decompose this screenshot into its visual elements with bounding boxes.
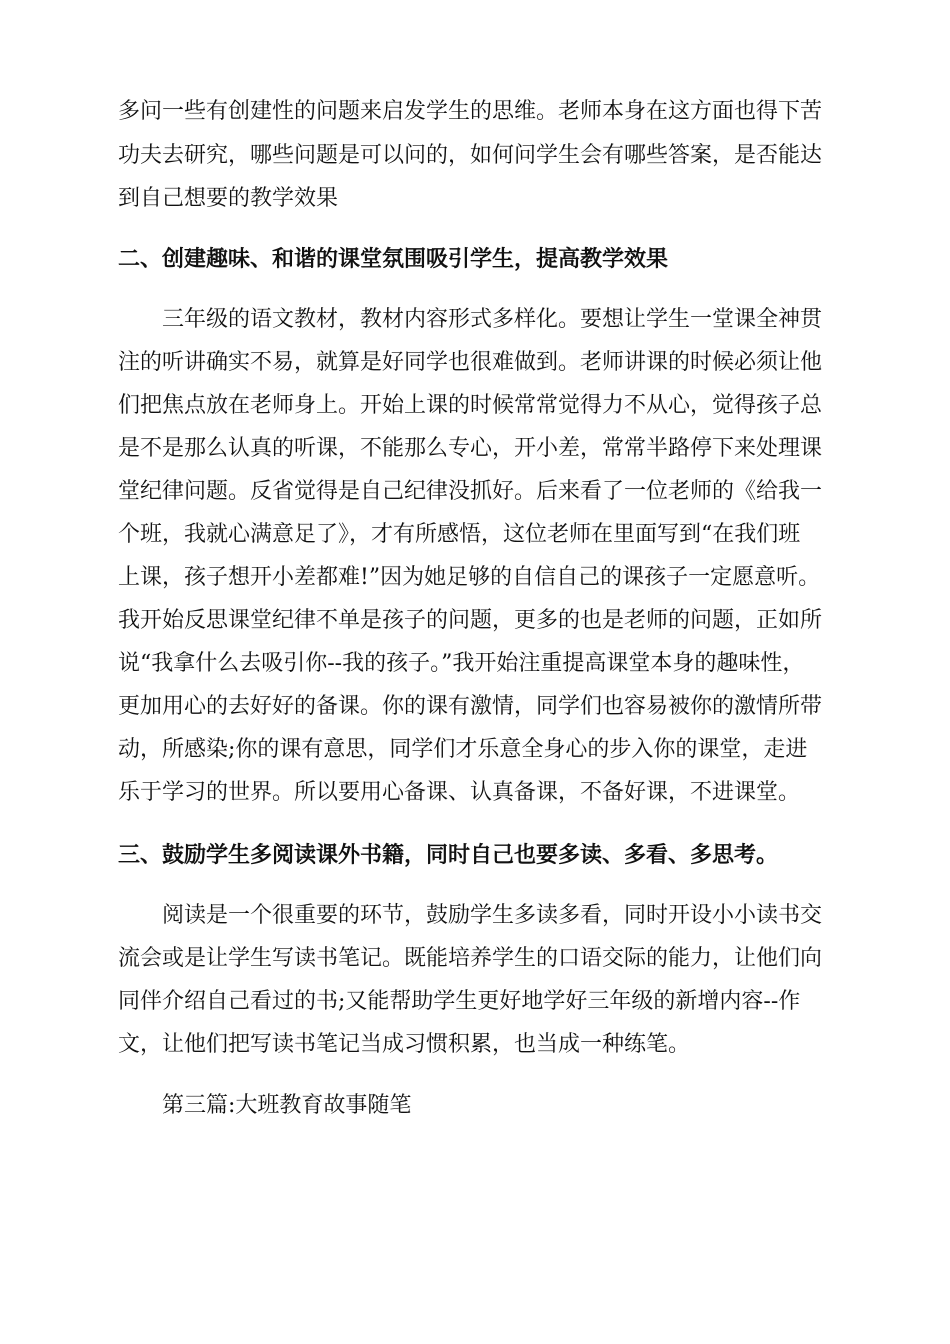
paragraph-line: 堂纪律问题。反省觉得是自己纪律没抓好。后来看了一位老师的《给我一 [118, 479, 823, 504]
paragraph-line: 到自己想要的教学效果 [118, 186, 339, 211]
paragraph-line: 流会或是让学生写读书笔记。既能培养学生的口语交际的能力，让他们向 [118, 946, 823, 971]
section-heading: 二、创建趣味、和谐的课堂氛围吸引学生，提高教学效果 [118, 246, 669, 272]
paragraph-line: 个班，我就心满意足了》，才有所感悟，这位老师在里面写到“在我们班 [118, 522, 801, 547]
paragraph-line: 我开始反思课堂纪律不单是孩子的问题，更多的也是老师的问题，正如所 [118, 608, 823, 633]
paragraph-line: 乐于学习的世界。所以要用心备课、认真备课，不备好课，不进课堂。 [118, 780, 801, 805]
paragraph-line: 是不是那么认真的听课，不能那么专心，开小差，常常半路停下来处理课 [118, 436, 823, 461]
paragraph-line: 多问一些有创建性的问题来启发学生的思维。老师本身在这方面也得下苦 [118, 99, 823, 124]
section-heading: 三、鼓励学生多阅读课外书籍，同时自己也要多读、多看、多思考。 [118, 842, 779, 868]
paragraph-line: 注的听讲确实不易，就算是好同学也很难做到。老师讲课的时候必须让他 [118, 350, 823, 375]
paragraph-line: 同伴介绍自己看过的书;又能帮助学生更好地学好三年级的新增内容--作 [118, 989, 801, 1014]
paragraph-line: 们把焦点放在老师身上。开始上课的时候常常觉得力不从心，觉得孩子总 [118, 393, 823, 418]
paragraph-line: 阅读是一个很重要的环节，鼓励学生多读多看，同时开设小小读书交 [162, 903, 823, 928]
paragraph-line: 说“我拿什么去吸引你--我的孩子。”我开始注重提高课堂本身的趣味性， [118, 651, 805, 676]
paragraph-line: 功夫去研究，哪些问题是可以问的，如何问学生会有哪些答案，是否能达 [118, 143, 823, 168]
paragraph-line: 上课，孩子想开小差都难!”因为她足够的自信自己的课孩子一定愿意听。 [118, 565, 821, 590]
paragraph-line: 三年级的语文教材，教材内容形式多样化。要想让学生一堂课全神贯 [162, 307, 823, 332]
paragraph-line: 第三篇:大班教育故事随笔 [162, 1093, 412, 1118]
paragraph-line: 动，所感染;你的课有意思，同学们才乐意全身心的步入你的课堂，走进 [118, 737, 808, 762]
paragraph-line: 文，让他们把写读书笔记当成习惯积累，也当成一种练笔。 [118, 1032, 691, 1057]
paragraph-line: 更加用心的去好好的备课。你的课有激情，同学们也容易被你的激情所带 [118, 694, 823, 719]
